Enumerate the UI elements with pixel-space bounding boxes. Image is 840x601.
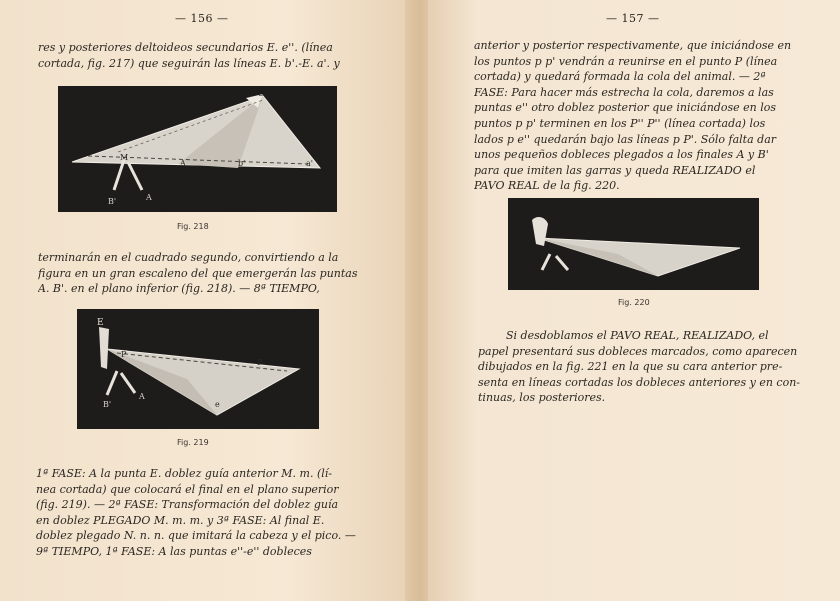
fig-label: a' — [306, 159, 313, 168]
text-line: nea cortada) que colocará el final en el plano superior — [36, 482, 339, 496]
figure-caption: Fig. 220 — [618, 298, 650, 307]
page-number: — 156 — — [175, 12, 229, 25]
text-line: en doblez PLEGADO M. m. m. y 3ª FASE: Al final E. — [36, 513, 325, 527]
figure-220 — [508, 198, 759, 290]
fig-label: b' — [238, 159, 246, 168]
figure-caption: Fig. 218 — [177, 222, 209, 231]
fig-label: A — [139, 392, 145, 401]
text-line: res y posteriores deltoideos secundarios E. e''. (línea — [38, 41, 333, 54]
text-line: tinuas, los posteriores. — [478, 391, 606, 405]
text-line: cortada) y quedará formada la cola del animal. — 2ª — [474, 70, 766, 84]
text-line: A. B'. en el plano inferior (fig. 218). — 8ª TIEMPO, — [38, 282, 320, 296]
text-line: los puntos p p' vendrán a reunirse en el punto P (línea — [474, 54, 778, 68]
text-line: puntos p p' terminen en los P'' P'' (línea cortada) los — [474, 116, 766, 130]
fig-label: e' — [258, 89, 266, 99]
text-line: doblez plegado N. n. n. que imitará la cabeza y el pico. — — [36, 529, 356, 543]
fig-label: A — [180, 159, 186, 168]
left-page — [0, 0, 412, 601]
fig-label: B' — [103, 400, 112, 409]
fig-label: M — [120, 153, 129, 162]
text-line: unos pequeños dobleces plegados a los finales A y B' — [474, 148, 769, 162]
paragraph — [478, 328, 804, 406]
text-line: cortada, fig. 217) que seguirán las líneas E. b'.-E. a'. y — [38, 56, 340, 70]
text-line: terminarán en el cuadrado segundo, convirtiendo a la — [38, 251, 339, 264]
text-line: figura en un gran escaleno del que emergerán las puntas — [38, 266, 358, 280]
text-line: papel presentará sus dobleces marcados, como aparecen — [478, 344, 798, 358]
text-line: dibujados en la fig. 221 en la que su cara anterior pre- — [478, 360, 783, 374]
text-line: PAVO REAL de la fig. 220. — [474, 179, 620, 193]
figure-218 — [58, 86, 337, 212]
paragraph — [38, 40, 362, 71]
figure-caption: Fig. 219 — [177, 438, 209, 447]
paragraph — [474, 38, 800, 194]
fig-label: B' — [108, 197, 117, 206]
text-line: (fig. 219). — 2ª FASE: Transformación del doblez guía — [36, 498, 339, 512]
fig-label: A — [146, 193, 152, 202]
fig-label: e — [215, 400, 220, 409]
figure-219 — [77, 309, 319, 429]
text-line: FASE: Para hacer más estrecha la cola, daremos a las — [474, 85, 774, 99]
fig-label: P — [121, 350, 127, 359]
text-line: 1ª FASE: A la punta E. doblez guía anterior M. m. (lí- — [36, 467, 333, 480]
paragraph — [36, 466, 362, 560]
origami-fold-illustration — [58, 86, 337, 212]
origami-peacock-illustration — [508, 198, 759, 290]
paragraph — [38, 250, 362, 297]
right-page — [428, 0, 840, 601]
text-line: puntas e'' otro doblez posterior que iniciándose en los — [474, 101, 776, 115]
fig-label: P — [257, 358, 263, 367]
text-line: anterior y posterior respectivamente, que iniciándose en — [474, 39, 792, 52]
text-line: para que imiten las garras y queda REALIZADO el — [474, 163, 756, 177]
page-number: — 157 — — [606, 12, 660, 25]
text-line: Si desdoblamos el PAVO REAL, REALIZADO, el — [506, 329, 769, 342]
text-line: 9ª TIEMPO, 1ª FASE: A las puntas e''-e'' dobleces — [36, 544, 312, 558]
origami-fold-illustration — [77, 309, 319, 429]
text-line: senta en líneas cortadas los dobleces anteriores y en con- — [478, 375, 800, 389]
fig-label: E — [97, 318, 104, 328]
text-line: lados p e'' quedarán bajo las líneas p P'. Sólo falta dar — [474, 132, 777, 146]
